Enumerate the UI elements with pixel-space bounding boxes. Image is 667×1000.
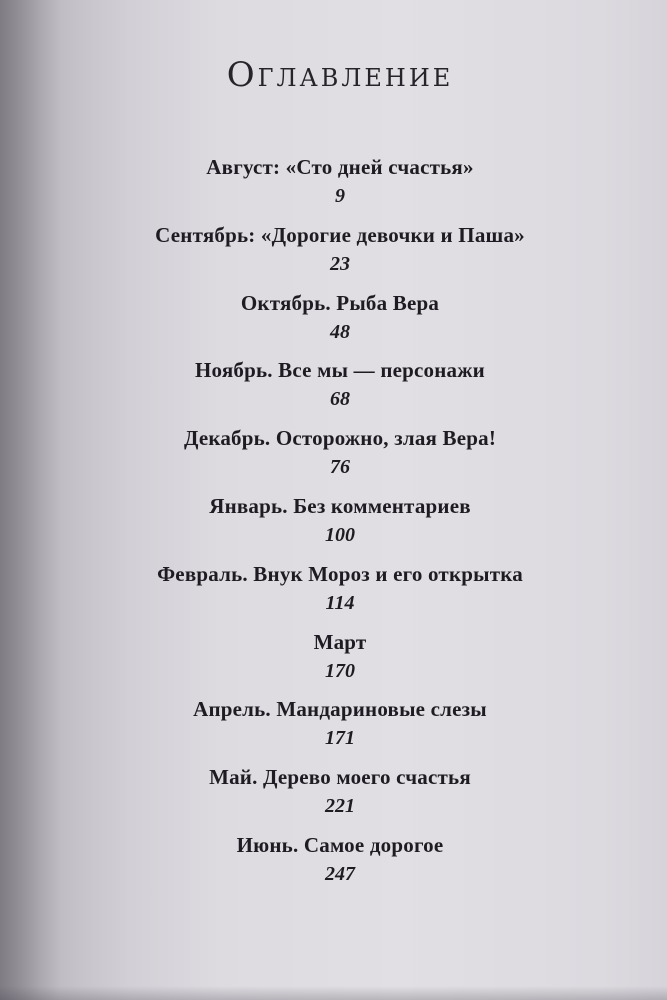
toc-entry-page: 247 bbox=[325, 862, 355, 885]
toc-entry bbox=[0, 559, 667, 627]
toc-entry-page: 171 bbox=[325, 727, 355, 750]
toc-entry-title: Август: «Сто дней счастья» bbox=[206, 155, 474, 179]
toc-entry-page: 68 bbox=[330, 388, 350, 411]
toc-entry-page: 221 bbox=[325, 795, 355, 818]
toc-entry bbox=[0, 355, 667, 423]
toc-entry bbox=[0, 830, 667, 898]
toc-entry-page: 114 bbox=[325, 591, 355, 614]
toc-entry bbox=[0, 220, 667, 288]
toc-entry-title: Январь. Без комментариев bbox=[209, 493, 471, 518]
toc-entry-title: Октябрь. Рыба Вера bbox=[240, 290, 440, 315]
toc-entry bbox=[0, 694, 667, 762]
toc-entry-title: Март bbox=[313, 629, 367, 654]
toc-entry bbox=[0, 627, 667, 695]
toc-entry-title: Декабрь. Осторожно, злая Вера! bbox=[183, 426, 497, 451]
toc-entry-page: 100 bbox=[325, 523, 355, 546]
toc-entry-title: Ноябрь. Все мы — персонажи bbox=[195, 358, 485, 383]
toc-entry-page: 170 bbox=[325, 659, 355, 682]
toc-entry bbox=[0, 491, 667, 559]
toc-entry-title: Май. Дерево моего счастья bbox=[209, 765, 471, 790]
toc-entry-title: Апрель. Мандариновые слезы bbox=[193, 697, 487, 722]
toc-entry-page: 9 bbox=[335, 185, 345, 207]
toc-entry bbox=[0, 288, 667, 356]
toc-entry-title: Февраль. Внук Мороз и его открытка bbox=[157, 561, 523, 586]
page-bottom-edge bbox=[0, 986, 667, 1000]
toc-entry-title: Сентябрь: «Дорогие девочки и Паша» bbox=[155, 222, 525, 247]
toc-entry-page: 76 bbox=[330, 456, 350, 479]
toc-entry-page: 48 bbox=[330, 320, 350, 343]
toc-entry-title: Июнь. Самое дорогое bbox=[236, 832, 444, 857]
toc-entry-page: 23 bbox=[330, 252, 350, 275]
toc-entry bbox=[0, 762, 667, 830]
toc-entry bbox=[0, 423, 667, 491]
toc-heading: Оглавление bbox=[226, 55, 454, 95]
toc-list bbox=[0, 152, 667, 898]
toc-entry bbox=[0, 152, 667, 220]
